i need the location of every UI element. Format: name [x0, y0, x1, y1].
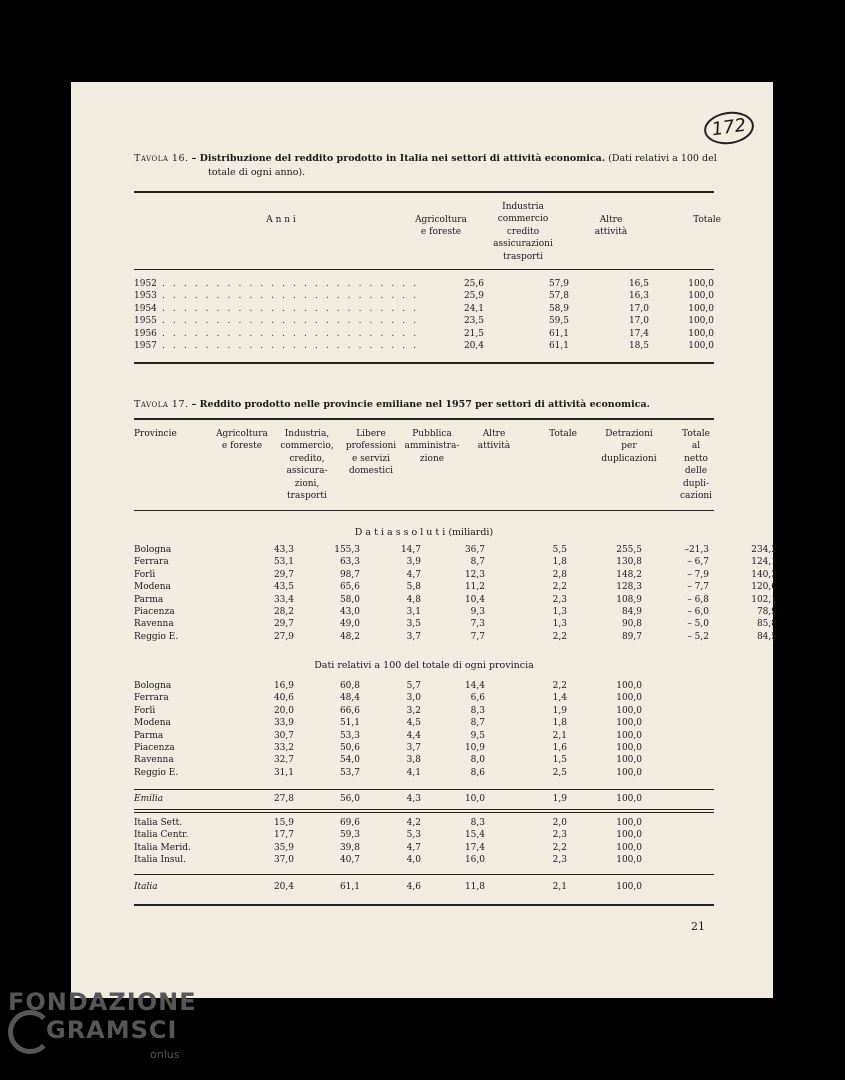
net-cell: 234,2 — [751, 545, 777, 555]
table17-row — [134, 631, 777, 643]
pub-cell: 10,0 — [464, 794, 485, 804]
pub-cell: 11,2 — [464, 582, 485, 593]
altre-cell: 2,1 — [552, 730, 567, 741]
t16-header-altre: Altre attività — [594, 215, 628, 238]
table17-header-rule — [134, 510, 714, 511]
altre-cell: 2,8 — [552, 569, 567, 580]
agr-cell: 43,3 — [273, 545, 294, 555]
ind-cell: 50,6 — [339, 743, 360, 753]
table17-row — [134, 569, 777, 581]
agr-cell: 23,5 — [463, 316, 484, 327]
table16-subtitle1: (Dati relativi a 100 del — [608, 153, 717, 164]
agr-cell: 15,9 — [273, 818, 294, 828]
province-cell: Modena — [134, 582, 171, 593]
tot-cell: 100,0 — [688, 291, 714, 302]
lib-cell: 4,6 — [406, 882, 421, 892]
pub-cell: 11,8 — [464, 882, 485, 892]
province-cell: Italia — [134, 882, 158, 892]
tot-cell: 100,0 — [688, 328, 714, 339]
agr-cell: 33,2 — [273, 743, 294, 753]
fondazione-gramsci-logo: FONDAZIONE GRAMSCI onlus — [8, 988, 197, 1061]
province-cell: Bologna — [134, 681, 172, 691]
net-cell: 140,3 — [751, 569, 777, 580]
pub-cell: 8,6 — [470, 767, 485, 778]
agr-cell: 21,5 — [463, 328, 484, 339]
net-cell: 85,8 — [756, 619, 777, 630]
table16-row — [134, 278, 714, 290]
table16-subtitle2: totale di ogni anno). — [208, 167, 306, 178]
lib-cell: 3,1 — [406, 607, 421, 617]
table17-row — [134, 793, 714, 805]
province-cell: Forlì — [134, 705, 156, 716]
ind-cell: 57,8 — [548, 291, 569, 302]
pub-cell: 7,3 — [470, 619, 485, 630]
tot-cell: 100,0 — [616, 767, 642, 778]
lib-cell: 3,7 — [406, 631, 421, 642]
tot-cell: 100,0 — [616, 830, 642, 841]
detr-cell: – 6,8 — [687, 594, 709, 605]
archive-stamp: 172 — [702, 109, 756, 148]
province-cell: Ravenna — [134, 755, 174, 766]
year-cell: 1956 — [134, 328, 157, 339]
t17-header-ind: Industria, commercio, credito, assicura- zioni, trasporti — [280, 429, 334, 502]
altre-cell: 16,5 — [628, 279, 649, 289]
t17-header-pub: Pubblica amministra- zione — [404, 429, 460, 464]
tot-cell: 100,0 — [688, 341, 714, 351]
altre-cell: 17,0 — [628, 316, 649, 327]
tot-cell: 100,0 — [616, 693, 642, 704]
ind-cell: 48,2 — [339, 631, 360, 642]
table16-label: Tavola 16. — [134, 153, 189, 164]
table17-top-rule — [134, 418, 714, 420]
agr-cell: 29,7 — [273, 619, 294, 630]
altre-cell: 17,4 — [628, 328, 649, 339]
altre-cell: 1,3 — [552, 619, 567, 630]
province-cell: Ferrara — [134, 693, 169, 704]
ind-cell: 54,0 — [339, 755, 360, 766]
net-cell: 120,6 — [751, 582, 777, 593]
agr-cell: 33,9 — [273, 718, 294, 729]
agr-cell: 35,9 — [273, 842, 294, 853]
altre-cell: 5,5 — [552, 545, 567, 555]
lib-cell: 5,7 — [406, 681, 421, 691]
ind-cell: 98,7 — [339, 569, 360, 580]
table16-row — [134, 340, 714, 352]
lib-cell: 4,3 — [406, 794, 421, 804]
t17-header-agr: Agricoltura e foreste — [216, 429, 268, 452]
table17-row — [134, 692, 714, 704]
tot-cell: 100,0 — [616, 730, 642, 741]
altre-cell: 2,2 — [552, 842, 567, 853]
lib-cell: 4,0 — [406, 855, 421, 866]
province-cell: Reggio E. — [134, 767, 179, 778]
ind-cell: 49,0 — [339, 619, 360, 630]
province-cell: Bologna — [134, 545, 172, 555]
pub-cell: 8,7 — [470, 557, 485, 568]
altre-cell: 2,2 — [552, 681, 567, 691]
agr-cell: 20,4 — [463, 341, 484, 351]
table17-row — [134, 881, 714, 893]
table17-row — [134, 581, 777, 593]
province-cell: Piacenza — [134, 743, 175, 753]
agr-cell: 27,9 — [273, 631, 294, 642]
province-cell: Italia Merid. — [134, 842, 191, 853]
detr-cell: – 6,7 — [687, 557, 709, 568]
ind-cell: 40,7 — [339, 855, 360, 866]
pub-cell: 8,7 — [470, 718, 485, 729]
pub-cell: 12,3 — [464, 569, 485, 580]
table16-top-rule — [134, 191, 714, 193]
agr-cell: 29,7 — [273, 569, 294, 580]
pub-cell: 15,4 — [464, 830, 485, 841]
table16-header-rule — [134, 269, 714, 270]
table17-title: – Reddito prodotto nelle provincie emiliane nel 1957 per settori di attività economica. — [191, 399, 650, 410]
tot-cell: 100,0 — [616, 755, 642, 766]
province-cell: Ferrara — [134, 557, 169, 568]
agr-cell: 28,2 — [273, 607, 294, 617]
lib-cell: 4,2 — [406, 818, 421, 828]
tot-cell: 108,9 — [616, 594, 642, 605]
table17-row — [134, 705, 714, 717]
year-cell: 1953 — [134, 291, 157, 302]
pub-cell: 36,7 — [464, 545, 485, 555]
ind-cell: 61,1 — [548, 328, 569, 339]
tot-cell: 100,0 — [688, 316, 714, 327]
altre-cell: 2,0 — [552, 818, 567, 828]
table16-row — [134, 315, 714, 327]
t17-header-detr: Detrazioni per duplicazioni — [601, 429, 657, 464]
pub-cell: 6,6 — [470, 693, 485, 704]
tot-cell: 100,0 — [616, 818, 642, 828]
ind-cell: 58,0 — [339, 594, 360, 605]
agr-cell: 25,9 — [463, 291, 484, 302]
leader-dots: . . . . . . . . . . . . . . . . . . . . . . . . — [162, 316, 419, 327]
ind-cell: 53,3 — [339, 730, 360, 741]
ind-cell: 65,6 — [339, 582, 360, 593]
agr-cell: 27,8 — [273, 794, 294, 804]
altre-cell: 2,3 — [552, 830, 567, 841]
table16-bottom-rule — [134, 362, 714, 364]
table17-bottom-rule — [134, 904, 714, 906]
ind-cell: 56,0 — [339, 794, 360, 804]
year-cell: 1957 — [134, 341, 157, 351]
table17-label: Tavola 17. — [134, 399, 189, 410]
ind-cell: 61,1 — [339, 882, 360, 892]
ind-cell: 48,4 — [339, 693, 360, 704]
pub-cell: 7,7 — [470, 631, 485, 642]
altre-cell: 1,3 — [552, 607, 567, 617]
pub-cell: 14,4 — [464, 681, 485, 691]
table17-row — [134, 717, 714, 729]
detr-cell: – 7,9 — [687, 569, 709, 580]
pub-cell: 10,4 — [464, 594, 485, 605]
year-cell: 1954 — [134, 303, 157, 314]
agr-cell: 17,7 — [273, 830, 294, 841]
tot-cell: 84,9 — [621, 607, 642, 617]
table16-row — [134, 328, 714, 340]
agr-cell: 32,7 — [273, 755, 294, 766]
lib-cell: 3,2 — [406, 705, 421, 716]
net-cell: 84,5 — [756, 631, 777, 642]
t17-header-totnet: Totale al netto delle dupli- cazioni — [679, 429, 713, 502]
pub-cell: 9,5 — [470, 730, 485, 741]
leader-dots: . . . . . . . . . . . . . . . . . . . . . . . . — [162, 341, 419, 351]
tot-cell: 128,3 — [616, 582, 642, 593]
altre-cell: 2,1 — [552, 882, 567, 892]
province-cell: Emilia — [134, 794, 164, 804]
lib-cell: 4,8 — [406, 594, 421, 605]
tot-cell: 100,0 — [616, 743, 642, 753]
table17-row — [134, 829, 714, 841]
table17-row — [134, 594, 777, 606]
province-cell: Modena — [134, 718, 171, 729]
agr-cell: 40,6 — [273, 693, 294, 704]
tot-cell: 100,0 — [616, 855, 642, 866]
table17-row — [134, 730, 714, 742]
tot-cell: 130,8 — [616, 557, 642, 568]
table17-row — [134, 680, 714, 692]
lib-cell: 3,5 — [406, 619, 421, 630]
table16-caption — [134, 152, 719, 180]
ind-cell: 61,1 — [548, 341, 569, 351]
detr-cell: – 7,7 — [687, 582, 709, 593]
lib-cell: 14,7 — [400, 545, 421, 555]
table17-row — [134, 742, 714, 754]
section-abs-title: D a t i a s s o l u t i (miliardi) — [354, 527, 494, 538]
lib-cell: 3,8 — [406, 755, 421, 766]
ind-cell: 43,0 — [339, 607, 360, 617]
altre-cell: 2,3 — [552, 594, 567, 605]
table17-row — [134, 618, 777, 630]
t17-header-tot: Totale — [549, 429, 577, 439]
t16-header-tot: Totale — [693, 215, 721, 225]
altre-cell: 2,2 — [552, 631, 567, 642]
province-cell: Parma — [134, 730, 164, 741]
table17-caption — [134, 398, 719, 412]
altre-cell: 2,5 — [552, 767, 567, 778]
net-cell: 78,9 — [756, 607, 777, 617]
t17-header-prov: Provincie — [134, 429, 177, 439]
altre-cell: 1,8 — [552, 557, 567, 568]
pub-cell: 9,3 — [470, 607, 485, 617]
lib-cell: 3,7 — [406, 743, 421, 753]
document-page — [71, 82, 777, 998]
lib-cell: 5,8 — [406, 582, 421, 593]
lib-cell: 4,7 — [406, 842, 421, 853]
ind-cell: 60,8 — [339, 681, 360, 691]
agr-cell: 53,1 — [273, 557, 294, 568]
agr-cell: 25,6 — [463, 279, 484, 289]
lib-cell: 4,1 — [406, 767, 421, 778]
table17-row — [134, 854, 714, 866]
t16-header-agr: Agricoltura e foreste — [415, 215, 467, 238]
lib-cell: 4,4 — [406, 730, 421, 741]
year-cell: 1955 — [134, 316, 157, 327]
province-cell: Ravenna — [134, 619, 174, 630]
table17-row — [134, 767, 714, 779]
altre-cell: 1,9 — [552, 705, 567, 716]
tot-cell: 100,0 — [616, 794, 642, 804]
tot-cell: 100,0 — [616, 842, 642, 853]
agr-cell: 30,7 — [273, 730, 294, 741]
t16-header-ind: Industria commercio credito assicurazioni trasporti — [493, 202, 553, 262]
detr-cell: – 5,0 — [687, 619, 709, 630]
agr-cell: 20,0 — [273, 705, 294, 716]
agr-cell: 24,1 — [463, 303, 484, 314]
t16-header-anni: A n n i — [266, 215, 296, 225]
tot-cell: 148,2 — [616, 569, 642, 580]
agr-cell: 33,4 — [273, 594, 294, 605]
page-number: 21 — [691, 920, 705, 933]
ind-cell: 51,1 — [339, 718, 360, 729]
leader-dots: . . . . . . . . . . . . . . . . . . . . . . . . — [162, 328, 419, 339]
province-cell: Italia Centr. — [134, 830, 189, 841]
tot-cell: 100,0 — [616, 718, 642, 729]
leader-dots: . . . . . . . . . . . . . . . . . . . . . . . . — [162, 291, 419, 302]
net-cell: 102,1 — [751, 594, 777, 605]
ind-cell: 57,9 — [548, 279, 569, 289]
table17-row — [134, 606, 777, 618]
altre-cell: 1,9 — [552, 794, 567, 804]
table17-row — [134, 556, 777, 568]
table17-row — [134, 817, 714, 829]
tot-cell: 89,7 — [621, 631, 642, 642]
altre-cell: 16,3 — [628, 291, 649, 302]
lib-cell: 3,9 — [406, 557, 421, 568]
net-cell: 124,1 — [751, 557, 777, 568]
altre-cell: 18,5 — [628, 341, 649, 351]
table16-row — [134, 290, 714, 302]
pub-cell: 8,3 — [470, 818, 485, 828]
ind-cell: 63,3 — [339, 557, 360, 568]
leader-dots: . . . . . . . . . . . . . . . . . . . . . . . . — [162, 279, 419, 289]
province-cell: Parma — [134, 594, 164, 605]
ind-cell: 155,3 — [334, 545, 360, 555]
tot-cell: 100,0 — [688, 303, 714, 314]
leader-dots: . . . . . . . . . . . . . . . . . . . . . . . . — [162, 303, 419, 314]
province-cell: Piacenza — [134, 607, 175, 617]
lib-cell: 4,7 — [406, 569, 421, 580]
agr-cell: 31,1 — [273, 767, 294, 778]
province-cell: Reggio E. — [134, 631, 179, 642]
altre-cell: 1,5 — [552, 755, 567, 766]
pub-cell: 16,0 — [464, 855, 485, 866]
detr-cell: –21,3 — [684, 545, 709, 555]
ind-cell: 66,6 — [339, 705, 360, 716]
rule-before-emilia — [134, 789, 714, 790]
province-cell: Italia Sett. — [134, 818, 183, 828]
lib-cell: 4,5 — [406, 718, 421, 729]
ind-cell: 59,5 — [548, 316, 569, 327]
section-rel-title: Dati relativi a 100 del totale di ogni provincia — [314, 660, 534, 671]
table17-row — [134, 544, 777, 556]
lib-cell: 3,0 — [406, 693, 421, 704]
tot-cell: 90,8 — [621, 619, 642, 630]
altre-cell: 1,8 — [552, 718, 567, 729]
pub-cell: 8,3 — [470, 705, 485, 716]
rule-before-italia — [134, 874, 714, 875]
altre-cell: 2,3 — [552, 855, 567, 866]
altre-cell: 1,4 — [552, 693, 567, 704]
agr-cell: 43,5 — [273, 582, 294, 593]
detr-cell: – 6,0 — [687, 607, 709, 617]
t17-header-altre: Altre attività — [477, 429, 511, 452]
altre-cell: 17,0 — [628, 303, 649, 314]
table17-row — [134, 842, 714, 854]
altre-cell: 1,6 — [552, 743, 567, 753]
tot-cell: 100,0 — [616, 882, 642, 892]
agr-cell: 20,4 — [273, 882, 294, 892]
ind-cell: 69,6 — [339, 818, 360, 828]
ind-cell: 53,7 — [339, 767, 360, 778]
year-cell: 1952 — [134, 279, 157, 289]
tot-cell: 100,0 — [616, 705, 642, 716]
table16-title: – Distribuzione del reddito prodotto in Italia nei settori di attività economica. — [191, 153, 606, 164]
tot-cell: 255,5 — [616, 545, 642, 555]
detr-cell: – 5,2 — [687, 631, 709, 642]
pub-cell: 17,4 — [464, 842, 485, 853]
pub-cell: 10,9 — [464, 743, 485, 753]
table16-row — [134, 303, 714, 315]
tot-cell: 100,0 — [688, 279, 714, 289]
lib-cell: 5,3 — [406, 830, 421, 841]
rule-after-emilia-1 — [134, 809, 714, 810]
pub-cell: 8,0 — [470, 755, 485, 766]
tot-cell: 100,0 — [616, 681, 642, 691]
t17-header-lib: Libere professioni e servizi domestici — [345, 429, 397, 477]
province-cell: Italia Insul. — [134, 855, 187, 866]
ind-cell: 59,3 — [339, 830, 360, 841]
province-cell: Forlì — [134, 569, 156, 580]
rule-after-emilia-2 — [134, 812, 714, 813]
ind-cell: 58,9 — [548, 303, 569, 314]
altre-cell: 2,2 — [552, 582, 567, 593]
ind-cell: 39,8 — [339, 842, 360, 853]
agr-cell: 16,9 — [273, 681, 294, 691]
agr-cell: 37,0 — [273, 855, 294, 866]
table17-row — [134, 754, 714, 766]
